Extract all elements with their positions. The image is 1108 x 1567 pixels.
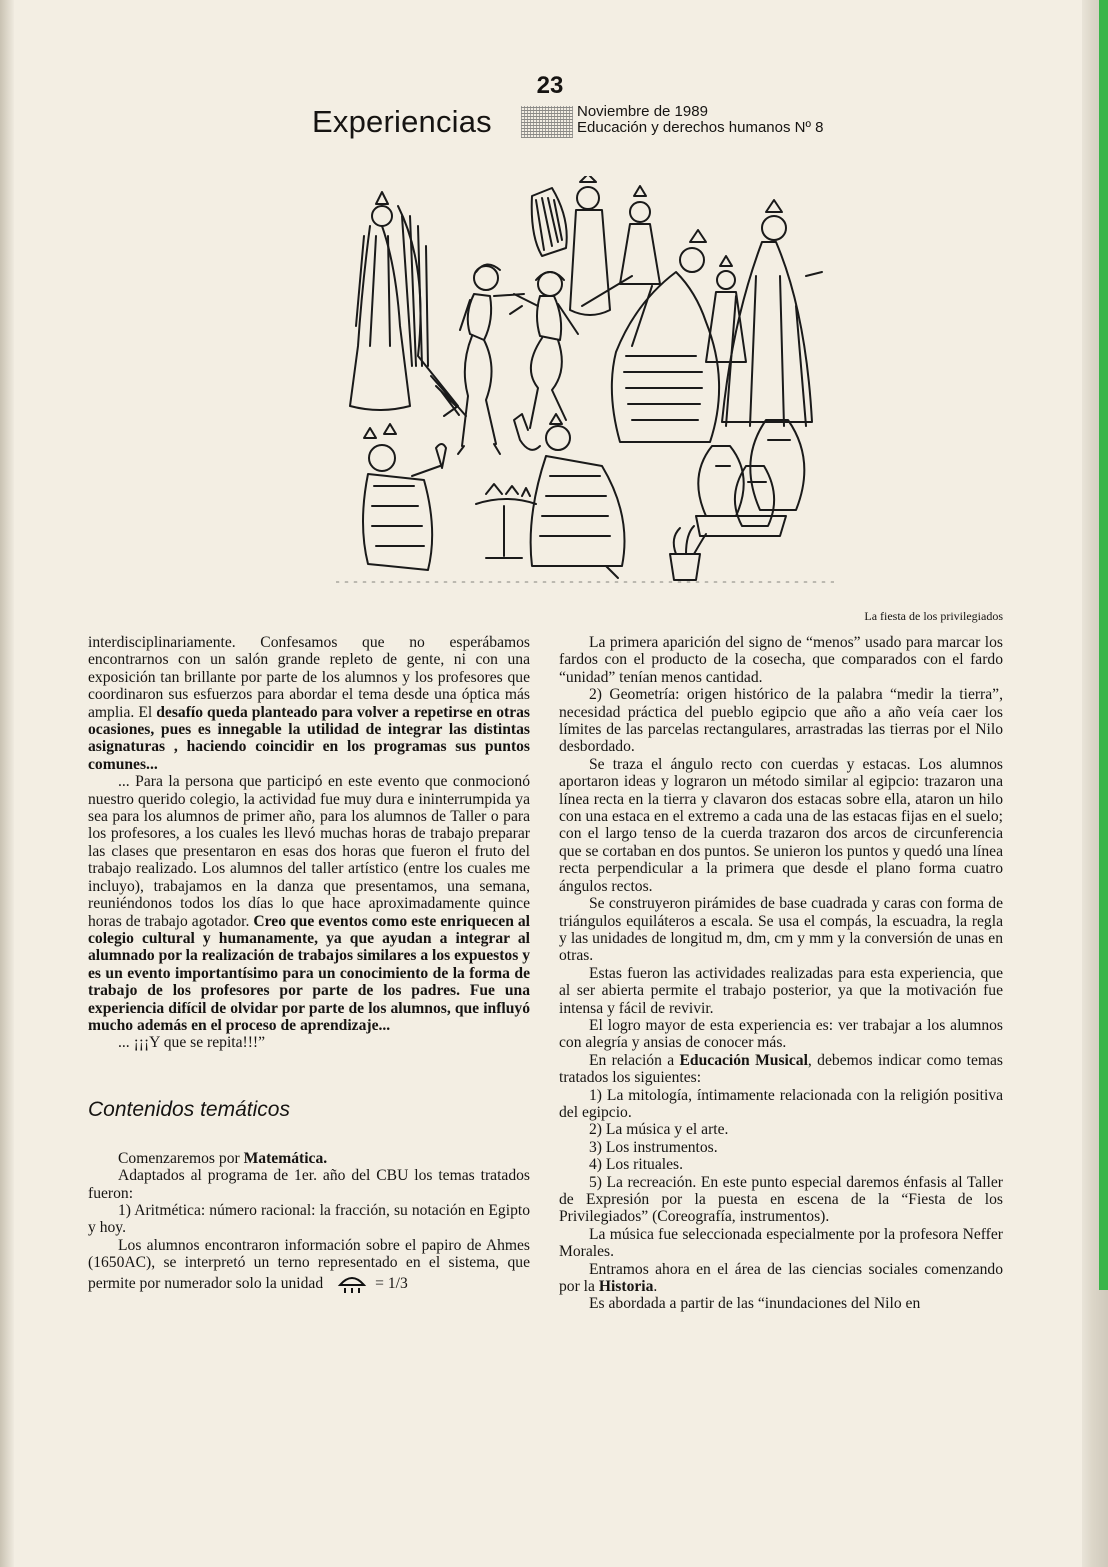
- paragraph: Se traza el ángulo recto con cuerdas y estacas. Los alumnos aportaron ideas y lograron un método similar al egipcio: trazaron una línea recta en la tierra y clavaron dos estacas sobre ella, ataron un hilo con una estaca en el extremo a cada una de las estacas fijas en el suelo; con el largo tenso de la cuerda trazaron dos arcos de circunferencia que se cortaban en dos puntos. Se unieron los puntos y quedó una línea recta perpendicular a la primera que desde el plano forma cuatro ángulos rectos.: [559, 755, 1003, 895]
- paragraph: [559, 1261, 1003, 1296]
- paragraph: [559, 1052, 1003, 1087]
- header-hatch-ornament: [521, 106, 573, 138]
- list-item: 1) La mitología, íntimamente relacionada con la religión positiva del egipcio.: [559, 1086, 1003, 1121]
- right-column: [559, 634, 1003, 1313]
- issue-subtitle: Educación y derechos humanos Nº 8: [577, 119, 824, 136]
- fraction-value: = 1/3: [375, 1274, 408, 1292]
- paragraph-bold-text: Educación Musical: [679, 1051, 808, 1069]
- paragraph-bold-text: desafío queda planteado para volver a repetirse en otras ocasiones, pues es innegable la utilidad de integrar las distintas asignaturas , haciendo coincidir en los programas sus puntos comunes...: [88, 703, 530, 773]
- section-title: Experiencias: [312, 104, 492, 139]
- paragraph-text: En relación a: [589, 1051, 680, 1069]
- paragraph: Adaptados al programa de 1er. año del CBU los temas tratados fueron:: [88, 1167, 530, 1202]
- paragraph: ... ¡¡¡Y que se repita!!!”: [118, 1034, 266, 1052]
- paragraph-bold-text: Matemática.: [243, 1149, 328, 1167]
- egyptian-fraction-icon: [337, 1272, 367, 1294]
- paragraph: [88, 1150, 530, 1167]
- left-column: [88, 634, 530, 1294]
- paragraph: Es abordada a partir de las “inundaciones del Nilo en: [589, 1295, 921, 1313]
- paragraph-text: ... Para la persona que participó en este evento que conmocionó nuestro querido colegio, la actividad fue muy dura e ininterrumpida ya sea para los alumnos de primer año, para los alumnos de Taller o para los profesores, a los cuales les llevó muchas horas de trabajo preparar las clases que presentaron en esas dos horas que fueron el fruto del trabajo realizado. Los alumnos del taller artístico (entre los cuales me incluyo), trabajamos en la danza que presentamos, una semana, reuniéndonos todos los días lo que hace aproximadamente quince horas de trabajo agotador.: [88, 773, 530, 930]
- servant-figure-right: [706, 256, 746, 362]
- paragraph: El logro mayor de esta experiencia es: ver trabajar a los alumnos con alegría y ansias de conocer más.: [559, 1016, 1003, 1052]
- paragraph-bold-text: Creo que eventos como este enriquecen al colegio cultural y humanamente, ya que ayudan a integrar al alumnado por la realización de trabajos similares a los expuestos y es un evento importantísimo para un conocimiento de la forma de trabajo de los profesores por parte de los padres. Fue una experiencia difícil de olvidar por parte de los alumnos, que influyó mucho además en el proceso de aprendizaje...: [88, 912, 531, 1034]
- paragraph: [88, 773, 530, 1034]
- paragraph-text: , debemos indicar como temas tratados los siguientes:: [559, 1051, 1003, 1087]
- page-binding-shadow: [0, 0, 14, 1567]
- egyptian-feast-illustration: [336, 176, 834, 594]
- illustration-caption: La fiesta de los privilegiados: [864, 609, 1003, 623]
- paragraph-text: .: [653, 1278, 658, 1296]
- paragraph-bold-text: Historia: [598, 1278, 654, 1296]
- paragraph: La música fue seleccionada especialmente por la profesora Neffer Morales.: [559, 1225, 1003, 1261]
- paragraph: 1) Aritmética: número racional: la fracción, su notación en Egipto y hoy.: [88, 1201, 530, 1237]
- list-item: 2) La música y el arte.: [589, 1121, 729, 1139]
- harpist-figure: [350, 192, 466, 416]
- kneeling-servant-figure: [363, 424, 446, 570]
- dancer-figure-2: [510, 272, 578, 428]
- paragraph: [88, 1237, 530, 1294]
- list-item: 5) La recreación. En este punto especial daremos énfasis al Taller de Expresión por la puesta en escena de la “Fiesta de los Privilegiados” (Coreografía, instrumentos).: [559, 1173, 1003, 1226]
- list-item: 4) Los rituales.: [589, 1156, 683, 1174]
- cover-edge-strip: [1099, 0, 1108, 1290]
- paragraph: Se construyeron pirámides de base cuadrada y caras con forma de triángulos equiláteros a escala. Se usa el compás, la escuadra, la regla y las unidades de longitud m, dm, cm y mm y la conversión de unas en otras.: [559, 895, 1003, 965]
- dancer-figure-1: [458, 264, 524, 454]
- paragraph-text: interdisciplinariamente. Confesamos que no esperábamos encontrarnos con un salón grande repleto de gente, ni con una exposición tan brillante por parte de los alumnos y los profesores que coordinaron sus esfuerzos para abordar el tema desde una óptica más amplia. El: [88, 634, 530, 721]
- spacer: [88, 1052, 530, 1098]
- issue-info: [577, 104, 823, 136]
- subheading: Contenidos temáticos: [88, 1097, 290, 1121]
- page-number: 23: [536, 72, 564, 99]
- issue-date: Noviembre de 1989: [577, 103, 708, 120]
- paragraph: Estas fueron las actividades realizadas para esta experiencia, que al ser abierta permite el trabajo posterior, ya que la motivación fue intensa y fácil de revivir.: [559, 964, 1003, 1017]
- paragraph-text: Los alumnos encontraron información sobre el papiro de Ahmes (1650AC), se interpretó un terno representado en el sistema, que permite por numerador solo la unidad: [88, 1236, 530, 1292]
- paragraph: [88, 634, 530, 773]
- paragraph: 2) Geometría: origen histórico de la palabra “medir la tierra”, necesidad práctica del pueblo egipcio que año a año veía caer los límites de las parcelas rectangulares, arrastradas las tierras por el Nilo desbordado.: [559, 686, 1003, 756]
- paragraph-text: Entramos ahora en el área de las ciencias sociales comenzando por la: [559, 1260, 1003, 1296]
- offering-table: [476, 484, 536, 558]
- paragraph-text: Comenzaremos por: [118, 1149, 244, 1167]
- paragraph: La primera aparición del signo de “menos” usado para marcar los fardos con el producto de la cosecha, que comparados con el fardo “unidad” tenían menos cantidad.: [559, 634, 1003, 686]
- standing-woman-figure: [722, 200, 822, 426]
- list-item: 3) Los instrumentos.: [589, 1138, 718, 1156]
